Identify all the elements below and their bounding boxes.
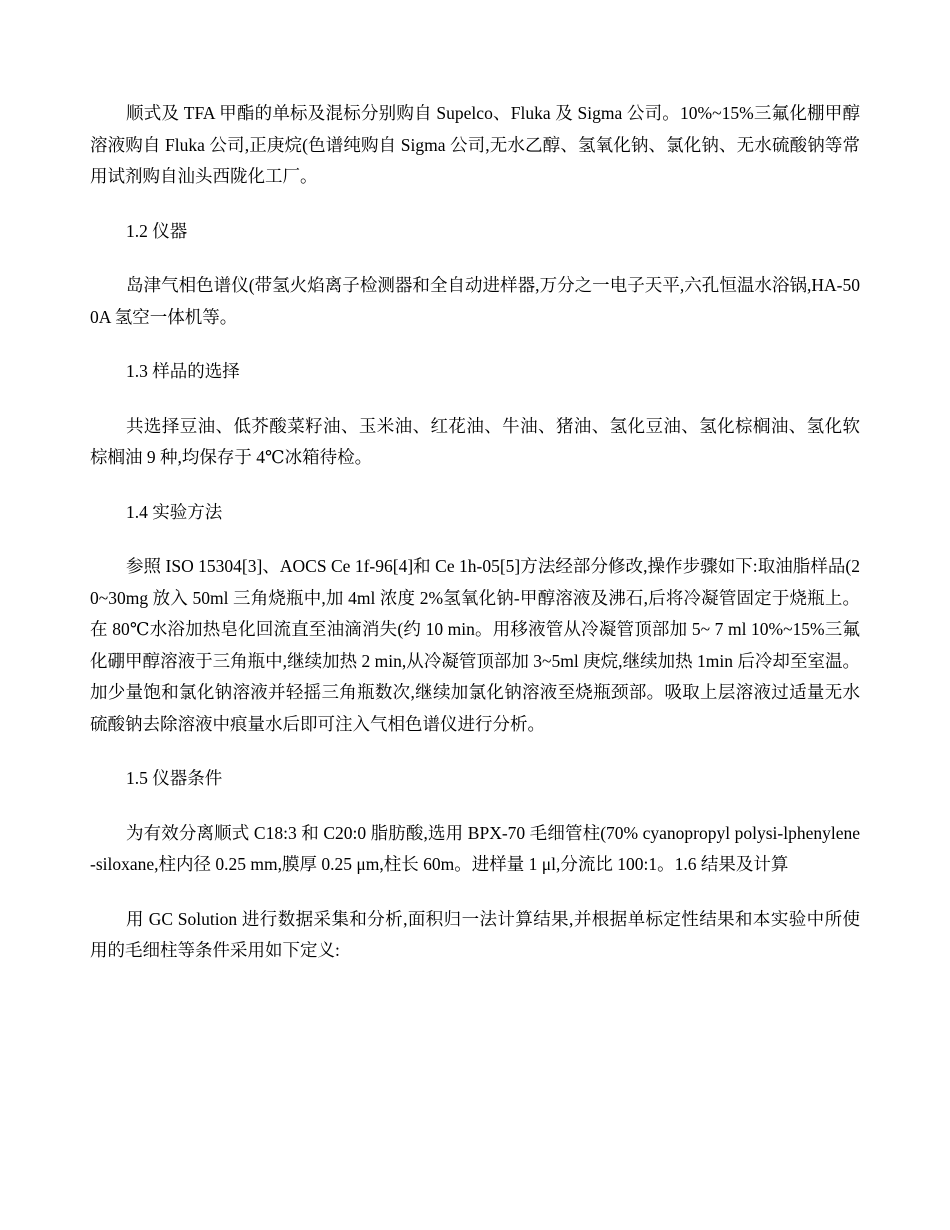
- section-heading-samples: 1.3 样品的选择: [126, 361, 240, 381]
- document-body: [90, 98, 860, 990]
- section-heading-instruments: 1.2 仪器: [126, 220, 188, 241]
- paragraph-conditions: 为有效分离顺式 C18:3 和 C20:0 脂肪酸,选用 BPX-70 毛细管柱(70% cyanopropyl polysi-lphenylene-siloxane,柱内径 0.25 mm,膜厚 0.25 μm,柱长 60m。进样量 1 μl,分流比 100:1。1.6 结果及计算: [90, 822, 860, 874]
- section-heading-conditions: 1.5 仪器条件: [126, 768, 223, 788]
- paragraph-instruments: 岛津气相色谱仪(带氢火焰离子检测器和全自动进样器,万分之一电子天平,六孔恒温水浴锅,HA-500A 氢空一体机等。: [90, 275, 860, 327]
- paragraph-method: 参照 ISO 15304[3]、AOCS Ce 1f-96[4]和 Ce 1h-05[5]方法经部分修改,操作步骤如下:取油脂样品(20~30mg 放入 50ml 三角烧瓶中,加 4ml 浓度 2%氢氧化钠-甲醇溶液及沸石,后将冷凝管固定于烧瓶上。在 80℃水浴加热皂化回流直至油滴消失(约 10 min。用移液管从冷凝管顶部加 5~ 7 ml 10%~15%三氟化硼甲醇溶液于三角瓶中,继续加热 2 min,从冷凝管顶部加 3~5ml 庚烷,继续加热 1min 后冷却至室温。加少量饱和氯化钠溶液并轻摇三角瓶数次,继续加氯化钠溶液至烧瓶颈部。吸取上层溶液过适量无水硫酸钠去除溶液中痕量水后即可注入气相色谱仪进行分析。: [90, 556, 860, 734]
- paragraph-reagents: 顺式及 TFA 甲酯的单标及混标分别购自 Supelco、Fluka 及 Sigma 公司。10%~15%三氟化棚甲醇溶液购自 Fluka 公司,正庚烷(色谱纯购自 Sigma 公司,无水乙醇、氢氧化钠、氯化钠、无水硫酸钠等常用试剂购自汕头西陇化工厂。: [90, 103, 860, 186]
- paragraph-calculation: 用 GC Solution 进行数据采集和分析,面积归一法计算结果,并根据单标定性结果和本实验中所使用的毛细柱等条件采用如下定义:: [90, 908, 860, 960]
- section-heading-method: 1.4 实验方法: [126, 501, 223, 522]
- paragraph-samples: 共选择豆油、低芥酸菜籽油、玉米油、红花油、牛油、猪油、氢化豆油、氢化棕榈油、氢化软棕榈油 9 种,均保存于 4℃冰箱待检。: [90, 415, 860, 467]
